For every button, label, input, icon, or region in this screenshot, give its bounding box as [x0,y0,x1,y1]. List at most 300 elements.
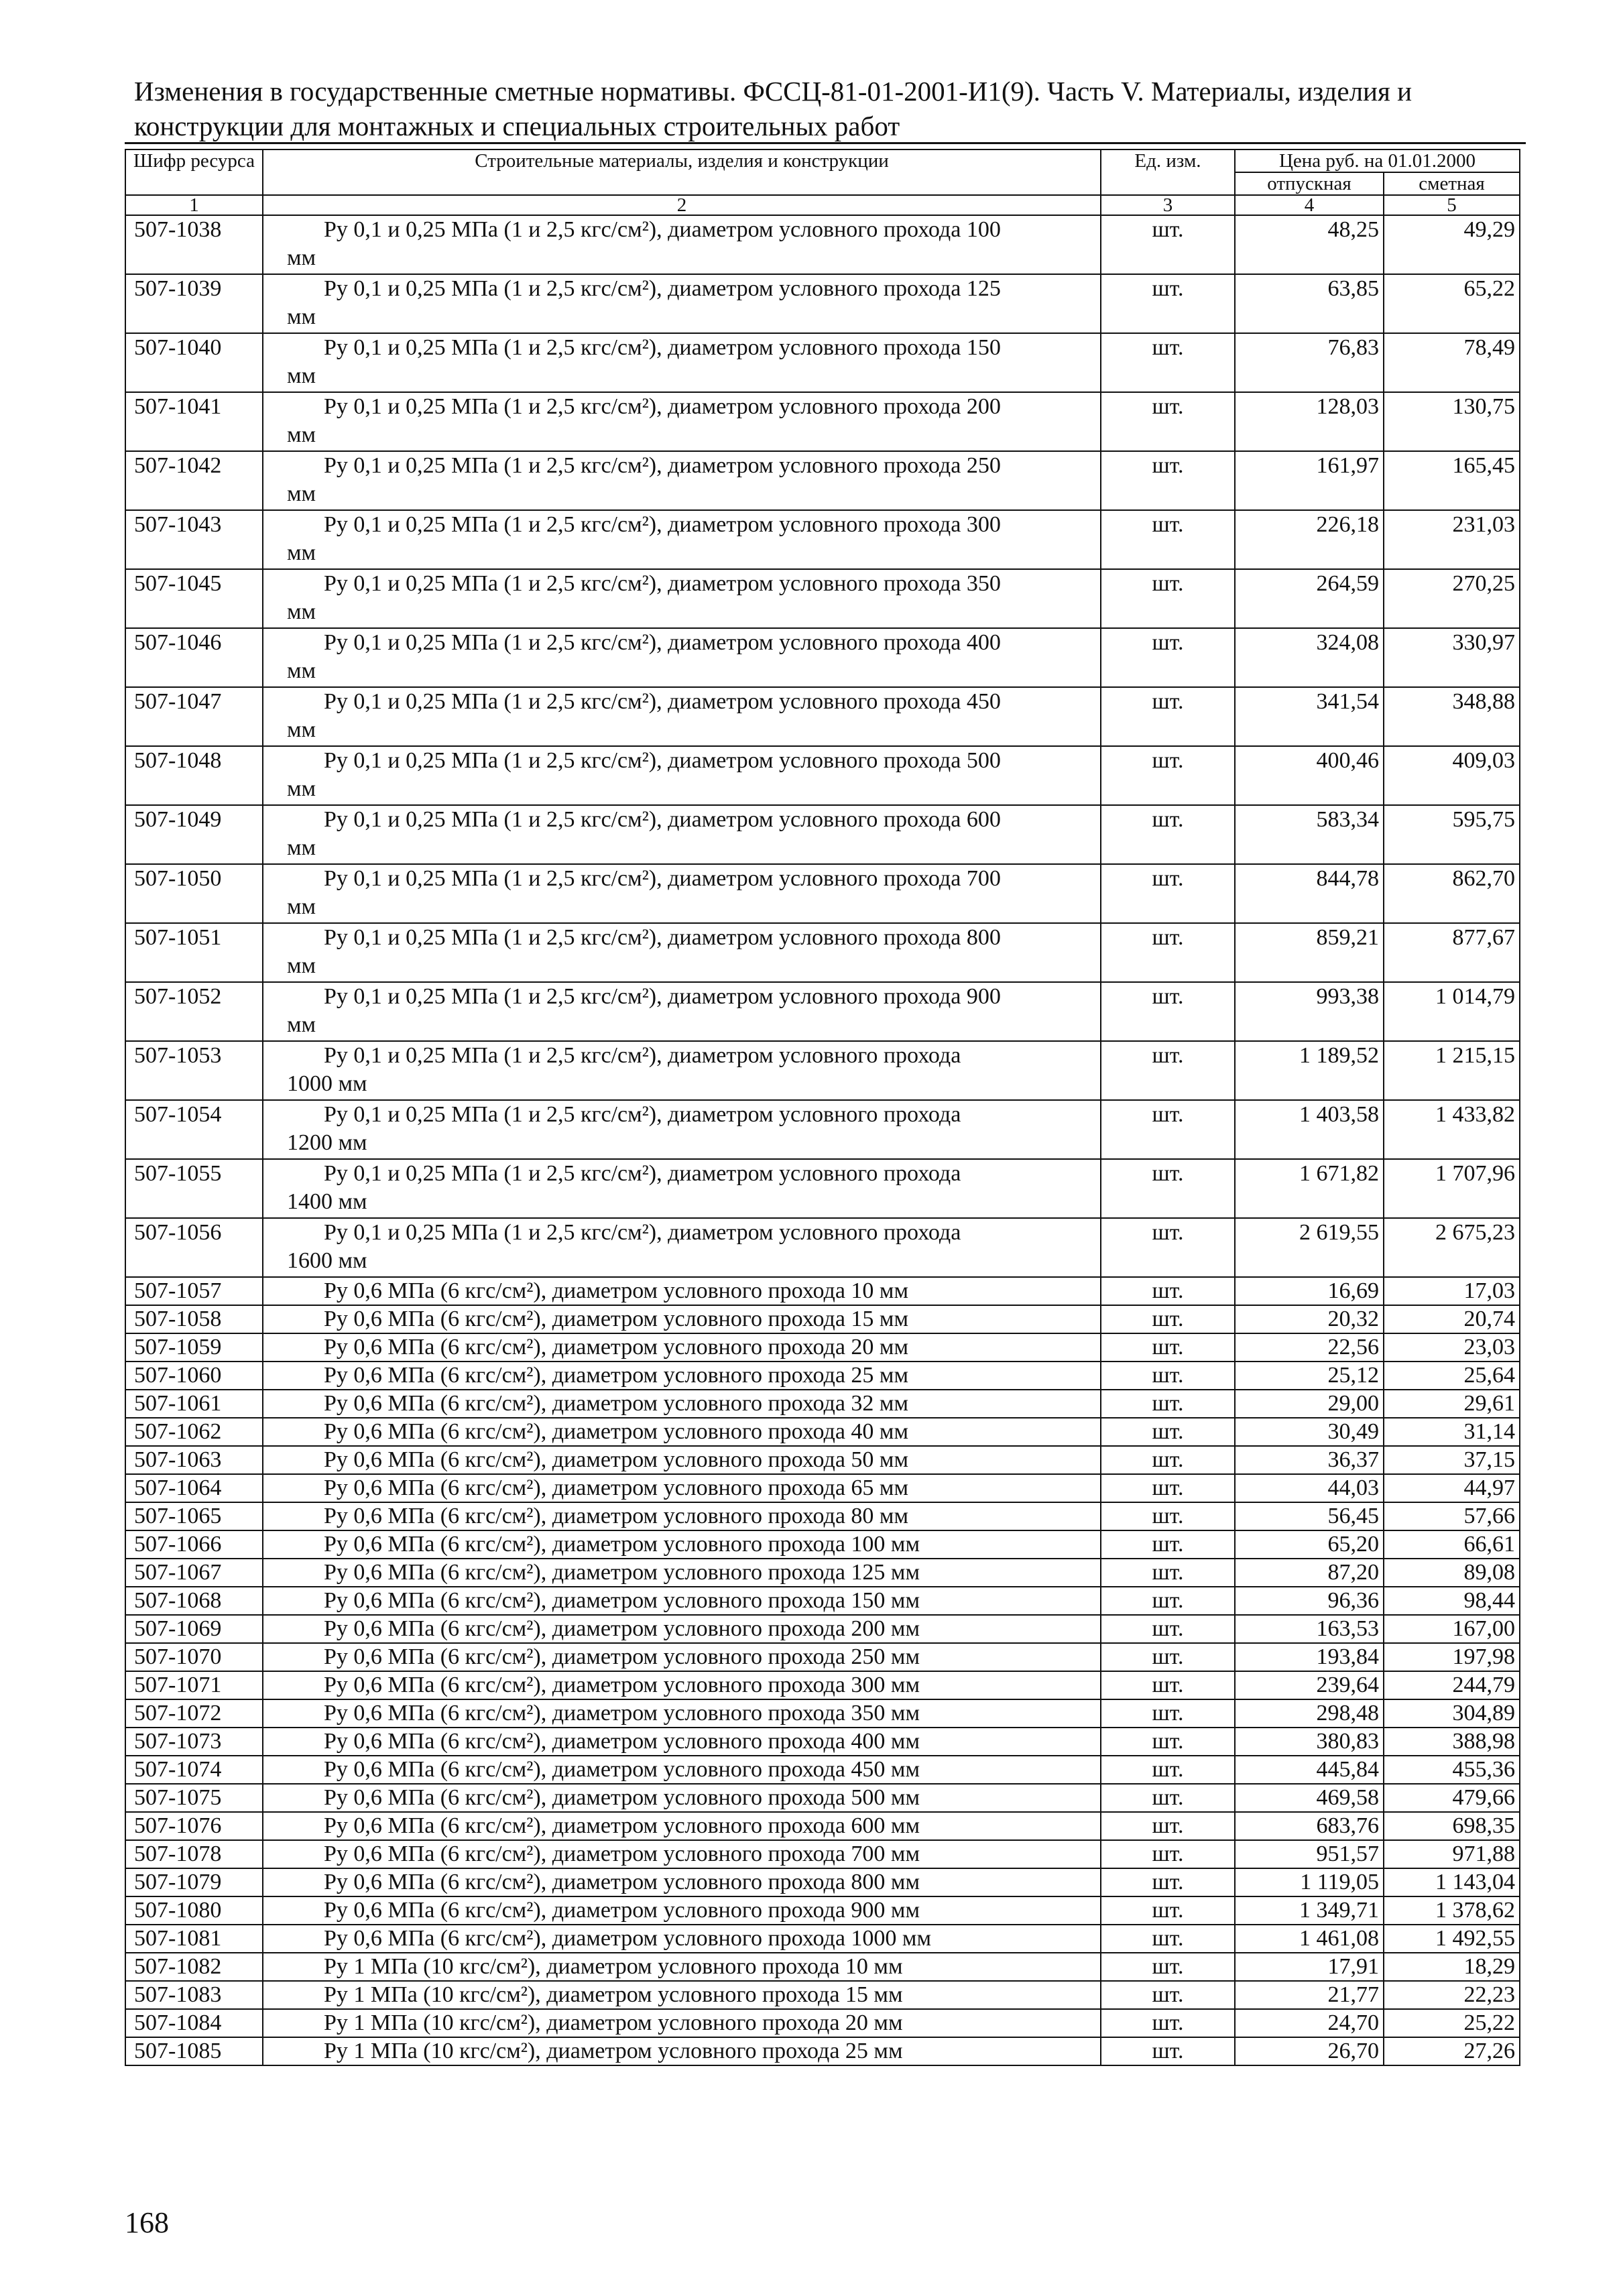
cell-price-release: 22,56 [1235,1333,1384,1362]
cell-name [263,1587,1101,1615]
cell-price-estimate: 409,03 [1384,746,1520,805]
cell-code: 507-1047 [125,687,263,746]
cell-price-release: 1 349,71 [1235,1896,1384,1925]
table-row [125,1277,1520,1305]
document-header [134,74,1528,143]
cell-name-continuation: мм [287,953,316,978]
cell-price-estimate: 23,03 [1384,1333,1520,1362]
cell-price-estimate: 388,98 [1384,1728,1520,1756]
cell-code: 507-1068 [125,1587,263,1615]
table-row [125,687,1520,746]
cell-code: 507-1051 [125,923,263,982]
cell-name [263,1277,1101,1305]
cell-code: 507-1083 [125,1981,263,2009]
cell-name [263,1100,1101,1159]
cell-name-text: Ру 0,6 МПа (6 кгс/см²), диаметром условного прохода 250 мм [324,1644,920,1669]
cell-unit: шт. [1101,2009,1235,2037]
cell-name [263,746,1101,805]
cell-name-text: Ру 0,6 МПа (6 кгс/см²), диаметром условного прохода 350 мм [324,1701,920,1726]
table-row [125,628,1520,687]
cell-name [263,1699,1101,1728]
cell-code: 507-1053 [125,1041,263,1100]
cell-price-release: 226,18 [1235,510,1384,569]
cell-name [263,333,1101,392]
cell-price-estimate: 862,70 [1384,864,1520,923]
cell-price-release: 63,85 [1235,274,1384,333]
cell-price-estimate: 89,08 [1384,1559,1520,1587]
cell-name [263,1671,1101,1699]
cell-name-text: Ру 0,6 МПа (6 кгс/см²), диаметром условного прохода 32 мм [324,1391,908,1416]
cell-unit: шт. [1101,982,1235,1041]
cell-price-estimate: 66,61 [1384,1530,1520,1559]
cell-code: 507-1048 [125,746,263,805]
cell-price-release: 844,78 [1235,864,1384,923]
cell-name [263,1953,1101,1981]
cell-code: 507-1055 [125,1159,263,1218]
cell-name-continuation: мм [287,658,316,683]
cell-unit: шт. [1101,333,1235,392]
table-row [125,864,1520,923]
cell-name [263,1418,1101,1446]
cell-price-release: 859,21 [1235,923,1384,982]
cell-code: 507-1059 [125,1333,263,1362]
cell-name-text: Ру 0,1 и 0,25 МПа (1 и 2,5 кгс/см²), диаметром условного прохода 500 [324,748,1001,773]
cell-name-text: Ру 0,1 и 0,25 МПа (1 и 2,5 кгс/см²), диаметром условного прохода 150 [324,335,1001,360]
cell-name-text: Ру 0,6 МПа (6 кгс/см²), диаметром условного прохода 900 мм [324,1898,920,1923]
cell-price-release: 380,83 [1235,1728,1384,1756]
cell-name-text: Ру 0,1 и 0,25 МПа (1 и 2,5 кгс/см²), диаметром условного прохода 125 [324,276,1001,301]
cell-name-text: Ру 0,1 и 0,25 МПа (1 и 2,5 кгс/см²), диаметром условного прохода [324,1161,961,1186]
cell-price-release: 65,20 [1235,1530,1384,1559]
cell-code: 507-1082 [125,1953,263,1981]
cell-name [263,1159,1101,1218]
cell-unit: шт. [1101,1530,1235,1559]
cell-price-estimate: 1 492,55 [1384,1925,1520,1953]
table-row [125,1390,1520,1418]
table-row [125,333,1520,392]
table-header-row [125,149,1520,172]
column-number: 4 [1235,195,1384,215]
table-row [125,1218,1520,1277]
cell-price-estimate: 167,00 [1384,1615,1520,1643]
column-number: 1 [125,195,263,215]
cell-name-text: Ру 0,1 и 0,25 МПа (1 и 2,5 кгс/см²), диаметром условного прохода [324,1220,961,1245]
cell-unit: шт. [1101,569,1235,628]
cell-price-estimate: 18,29 [1384,1953,1520,1981]
cell-code: 507-1076 [125,1812,263,1840]
cell-code: 507-1084 [125,2009,263,2037]
cell-price-release: 76,83 [1235,333,1384,392]
cell-name [263,1981,1101,2009]
cell-price-estimate: 98,44 [1384,1587,1520,1615]
cell-price-estimate: 27,26 [1384,2037,1520,2065]
table-row [125,1559,1520,1587]
cell-unit: шт. [1101,1925,1235,1953]
table-row [125,1953,1520,1981]
cell-name-text: Ру 0,6 МПа (6 кгс/см²), диаметром условного прохода 15 мм [324,1307,908,1331]
cell-unit: шт. [1101,1100,1235,1159]
cell-name [263,805,1101,864]
table-row [125,1305,1520,1333]
cell-price-estimate: 130,75 [1384,392,1520,451]
cell-name [263,1812,1101,1840]
cell-name [263,864,1101,923]
cell-price-release: 951,57 [1235,1840,1384,1868]
cell-price-release: 16,69 [1235,1277,1384,1305]
cell-name [263,1474,1101,1502]
cell-code: 507-1072 [125,1699,263,1728]
header-unit: Ед. изм. [1101,149,1235,195]
cell-name-text: Ру 0,6 МПа (6 кгс/см²), диаметром условного прохода 450 мм [324,1757,920,1782]
cell-code: 507-1085 [125,2037,263,2065]
cell-unit: шт. [1101,628,1235,687]
column-number-row [125,195,1520,215]
cell-name [263,274,1101,333]
cell-price-release: 30,49 [1235,1418,1384,1446]
cell-unit: шт. [1101,1756,1235,1784]
table-row [125,451,1520,510]
cell-code: 507-1054 [125,1100,263,1159]
cell-name-continuation: 1200 мм [287,1130,367,1155]
table-row [125,923,1520,982]
cell-name [263,1530,1101,1559]
cell-unit: шт. [1101,1896,1235,1925]
cell-price-release: 2 619,55 [1235,1218,1384,1277]
cell-name-text: Ру 0,1 и 0,25 МПа (1 и 2,5 кгс/см²), диаметром условного прохода 300 [324,512,1001,537]
header-title-line-2: конструкции для монтажных и специальных строительных работ [134,111,900,141]
cell-name-text: Ру 1 МПа (10 кгс/см²), диаметром условного прохода 20 мм [324,2010,903,2035]
table-row [125,1530,1520,1559]
table-row [125,1159,1520,1218]
cell-code: 507-1064 [125,1474,263,1502]
cell-unit: шт. [1101,746,1235,805]
table-row [125,569,1520,628]
cell-price-estimate: 1 014,79 [1384,982,1520,1041]
cell-name-continuation: мм [287,245,316,270]
cell-price-release: 56,45 [1235,1502,1384,1530]
table-row [125,1615,1520,1643]
cell-name-text: Ру 1 МПа (10 кгс/см²), диаметром условного прохода 10 мм [324,1954,903,1979]
cell-name [263,1896,1101,1925]
cell-code: 507-1070 [125,1643,263,1671]
cell-name [263,1868,1101,1896]
cell-name-continuation: мм [287,540,316,565]
cell-unit: шт. [1101,1868,1235,1896]
cell-unit: шт. [1101,1812,1235,1840]
cell-price-release: 445,84 [1235,1756,1384,1784]
table-row [125,2037,1520,2065]
cell-name-text: Ру 1 МПа (10 кгс/см²), диаметром условного прохода 25 мм [324,2039,903,2063]
cell-price-release: 683,76 [1235,1812,1384,1840]
cell-name-text: Ру 0,1 и 0,25 МПа (1 и 2,5 кгс/см²), диаметром условного прохода 900 [324,984,1001,1009]
cell-price-release: 400,46 [1235,746,1384,805]
cell-name [263,687,1101,746]
cell-code: 507-1045 [125,569,263,628]
cell-code: 507-1075 [125,1784,263,1812]
cell-price-estimate: 270,25 [1384,569,1520,628]
cell-name-text: Ру 0,6 МПа (6 кгс/см²), диаметром условного прохода 300 мм [324,1673,920,1697]
cell-name-continuation: мм [287,599,316,624]
cell-code: 507-1074 [125,1756,263,1784]
cell-name-text: Ру 0,6 МПа (6 кгс/см²), диаметром условного прохода 50 мм [324,1447,908,1472]
cell-name [263,1756,1101,1784]
cell-price-estimate: 304,89 [1384,1699,1520,1728]
cell-name [263,1390,1101,1418]
cell-price-estimate: 595,75 [1384,805,1520,864]
cell-code: 507-1066 [125,1530,263,1559]
cell-code: 507-1081 [125,1925,263,1953]
cell-name [263,1333,1101,1362]
header-name: Строительные материалы, изделия и конструкции [263,149,1101,195]
cell-name-continuation: мм [287,481,316,506]
cell-code: 507-1073 [125,1728,263,1756]
cell-code: 507-1079 [125,1868,263,1896]
cell-unit: шт. [1101,1699,1235,1728]
table-row [125,1812,1520,1840]
cell-unit: шт. [1101,1643,1235,1671]
table-row [125,1699,1520,1728]
cell-name [263,1615,1101,1643]
cell-name-text: Ру 0,6 МПа (6 кгс/см²), диаметром условного прохода 100 мм [324,1532,920,1557]
table-row [125,274,1520,333]
cell-name-continuation: 1400 мм [287,1189,367,1214]
cell-name [263,2037,1101,2065]
cell-unit: шт. [1101,1390,1235,1418]
cell-price-release: 128,03 [1235,392,1384,451]
cell-unit: шт. [1101,1159,1235,1218]
cell-price-release: 298,48 [1235,1699,1384,1728]
cell-name [263,1502,1101,1530]
table-row [125,805,1520,864]
table-row [125,1474,1520,1502]
cell-code: 507-1042 [125,451,263,510]
cell-name-continuation: мм [287,304,316,329]
cell-code: 507-1046 [125,628,263,687]
cell-price-estimate: 22,23 [1384,1981,1520,2009]
cell-name-text: Ру 0,6 МПа (6 кгс/см²), диаметром условного прохода 80 мм [324,1504,908,1528]
cell-price-release: 1 119,05 [1235,1868,1384,1896]
table-row [125,1100,1520,1159]
table-row [125,1981,1520,2009]
cell-name-text: Ру 0,6 МПа (6 кгс/см²), диаметром условного прохода 10 мм [324,1278,908,1303]
cell-price-release: 993,38 [1235,982,1384,1041]
cell-price-estimate: 25,64 [1384,1362,1520,1390]
cell-name [263,569,1101,628]
cell-unit: шт. [1101,687,1235,746]
cell-price-release: 36,37 [1235,1446,1384,1474]
cell-price-release: 324,08 [1235,628,1384,687]
cell-price-estimate: 17,03 [1384,1277,1520,1305]
cell-price-estimate: 57,66 [1384,1502,1520,1530]
cell-price-estimate: 479,66 [1384,1784,1520,1812]
cell-unit: шт. [1101,1418,1235,1446]
cell-price-estimate: 29,61 [1384,1390,1520,1418]
table-row [125,1868,1520,1896]
cell-price-estimate: 37,15 [1384,1446,1520,1474]
cell-price-estimate: 2 675,23 [1384,1218,1520,1277]
cell-price-release: 1 403,58 [1235,1100,1384,1159]
cell-unit: шт. [1101,1559,1235,1587]
cell-unit: шт. [1101,1784,1235,1812]
cell-code: 507-1062 [125,1418,263,1446]
cell-name [263,1840,1101,1868]
table-row [125,1840,1520,1868]
cell-code: 507-1050 [125,864,263,923]
cell-name [263,1925,1101,1953]
cell-price-estimate: 1 433,82 [1384,1100,1520,1159]
table-row [125,1041,1520,1100]
cell-name-text: Ру 0,6 МПа (6 кгс/см²), диаметром условного прохода 500 мм [324,1785,920,1810]
cell-code: 507-1071 [125,1671,263,1699]
cell-name-continuation: мм [287,894,316,919]
cell-unit: шт. [1101,1671,1235,1699]
cell-name-continuation: мм [287,422,316,447]
table-row [125,1587,1520,1615]
cell-code: 507-1078 [125,1840,263,1868]
cell-name [263,1362,1101,1390]
cell-unit: шт. [1101,805,1235,864]
table-row [125,1643,1520,1671]
cell-price-estimate: 20,74 [1384,1305,1520,1333]
page-number: 168 [125,2206,169,2239]
cell-price-release: 469,58 [1235,1784,1384,1812]
cell-price-release: 161,97 [1235,451,1384,510]
cell-name-continuation: мм [287,1012,316,1037]
column-number: 2 [263,195,1101,215]
cell-price-estimate: 31,14 [1384,1418,1520,1446]
cell-code: 507-1060 [125,1362,263,1390]
table-row [125,1925,1520,1953]
cell-code: 507-1065 [125,1502,263,1530]
cell-unit: шт. [1101,1277,1235,1305]
cell-price-release: 1 461,08 [1235,1925,1384,1953]
cell-name-text: Ру 0,6 МПа (6 кгс/см²), диаметром условного прохода 20 мм [324,1335,908,1360]
cell-name-text: Ру 0,6 МПа (6 кгс/см²), диаметром условного прохода 40 мм [324,1419,908,1444]
cell-name-continuation: 1600 мм [287,1248,367,1273]
cell-code: 507-1063 [125,1446,263,1474]
cell-name [263,628,1101,687]
column-number: 3 [1101,195,1235,215]
cell-unit: шт. [1101,1305,1235,1333]
cell-name [263,1446,1101,1474]
cell-price-estimate: 455,36 [1384,1756,1520,1784]
cell-name-text: Ру 0,1 и 0,25 МПа (1 и 2,5 кгс/см²), диаметром условного прохода 450 [324,689,1001,714]
cell-code: 507-1041 [125,392,263,451]
cell-unit: шт. [1101,392,1235,451]
cell-name-text: Ру 0,6 МПа (6 кгс/см²), диаметром условного прохода 200 мм [324,1616,920,1641]
cell-price-estimate: 44,97 [1384,1474,1520,1502]
cell-price-estimate: 78,49 [1384,333,1520,392]
cell-price-release: 20,32 [1235,1305,1384,1333]
cell-price-release: 29,00 [1235,1390,1384,1418]
table-row [125,215,1520,274]
cell-price-estimate: 1 707,96 [1384,1159,1520,1218]
cell-price-release: 25,12 [1235,1362,1384,1390]
cell-name-text: Ру 0,6 МПа (6 кгс/см²), диаметром условного прохода 1000 мм [324,1926,931,1951]
cell-price-release: 341,54 [1235,687,1384,746]
cell-price-release: 87,20 [1235,1559,1384,1587]
header-title-line-1: Изменения в государственные сметные нормативы. ФССЦ-81-01-2001-И1(9). Часть V. Материалы, изделия и [134,76,1412,107]
cell-price-estimate: 330,97 [1384,628,1520,687]
cell-name-text: Ру 0,1 и 0,25 МПа (1 и 2,5 кгс/см²), диаметром условного прохода 350 [324,571,1001,596]
table-row [125,1418,1520,1446]
cell-name-text: Ру 0,6 МПа (6 кгс/см²), диаметром условного прохода 800 мм [324,1870,920,1894]
cell-price-estimate: 231,03 [1384,510,1520,569]
cell-name-text: Ру 0,1 и 0,25 МПа (1 и 2,5 кгс/см²), диаметром условного прохода 700 [324,866,1001,891]
table-row [125,1446,1520,1474]
cell-name-text: Ру 0,6 МПа (6 кгс/см²), диаметром условного прохода 700 мм [324,1841,920,1866]
cell-price-estimate: 348,88 [1384,687,1520,746]
table-row [125,1728,1520,1756]
cell-name-text: Ру 0,6 МПа (6 кгс/см²), диаметром условного прохода 125 мм [324,1560,920,1585]
cell-name [263,215,1101,274]
cell-name-text: Ру 1 МПа (10 кгс/см²), диаметром условного прохода 15 мм [324,1982,903,2007]
cell-price-release: 21,77 [1235,1981,1384,2009]
cell-price-release: 17,91 [1235,1953,1384,1981]
cell-price-release: 163,53 [1235,1615,1384,1643]
table-row [125,1333,1520,1362]
cell-price-release: 96,36 [1235,1587,1384,1615]
cell-unit: шт. [1101,1502,1235,1530]
cell-unit: шт. [1101,1446,1235,1474]
cell-name [263,923,1101,982]
table-row [125,1502,1520,1530]
cell-name-text: Ру 0,6 МПа (6 кгс/см²), диаметром условного прохода 600 мм [324,1813,920,1838]
cell-code: 507-1049 [125,805,263,864]
cell-price-estimate: 165,45 [1384,451,1520,510]
cell-code: 507-1057 [125,1277,263,1305]
cell-price-estimate: 65,22 [1384,274,1520,333]
cell-name-text: Ру 0,6 МПа (6 кгс/см²), диаметром условного прохода 65 мм [324,1475,908,1500]
cell-name-text: Ру 0,6 МПа (6 кгс/см²), диаметром условного прохода 150 мм [324,1588,920,1613]
cell-name-text: Ру 0,1 и 0,25 МПа (1 и 2,5 кгс/см²), диаметром условного прохода [324,1043,961,1068]
cell-name-text: Ру 0,1 и 0,25 МПа (1 и 2,5 кгс/см²), диаметром условного прохода 400 [324,630,1001,655]
cell-name [263,1305,1101,1333]
cell-name-text: Ру 0,6 МПа (6 кгс/см²), диаметром условного прохода 400 мм [324,1729,920,1754]
cell-name-continuation: мм [287,717,316,742]
cell-unit: шт. [1101,1587,1235,1615]
cell-price-estimate: 698,35 [1384,1812,1520,1840]
cell-code: 507-1038 [125,215,263,274]
table-row [125,1362,1520,1390]
cell-price-release: 1 189,52 [1235,1041,1384,1100]
cell-name [263,1728,1101,1756]
cell-unit: шт. [1101,215,1235,274]
cell-code: 507-1052 [125,982,263,1041]
cell-unit: шт. [1101,864,1235,923]
cell-name [263,451,1101,510]
cell-name [263,392,1101,451]
table-row [125,1671,1520,1699]
cell-price-release: 1 671,82 [1235,1159,1384,1218]
cell-unit: шт. [1101,1981,1235,2009]
cell-name [263,982,1101,1041]
cell-unit: шт. [1101,1840,1235,1868]
cell-price-release: 193,84 [1235,1643,1384,1671]
header-code: Шифр ресурса [125,149,263,195]
cell-code: 507-1040 [125,333,263,392]
cell-name-text: Ру 0,1 и 0,25 МПа (1 и 2,5 кгс/см²), диаметром условного прохода 100 [324,217,1001,242]
cell-price-estimate: 49,29 [1384,215,1520,274]
cell-name-continuation: мм [287,835,316,860]
table-body [125,215,1520,2065]
cell-name [263,510,1101,569]
cell-price-estimate: 1 378,62 [1384,1896,1520,1925]
cell-code: 507-1080 [125,1896,263,1925]
cell-code: 507-1043 [125,510,263,569]
header-price-group: Цена руб. на 01.01.2000 [1235,149,1520,172]
table-row [125,982,1520,1041]
